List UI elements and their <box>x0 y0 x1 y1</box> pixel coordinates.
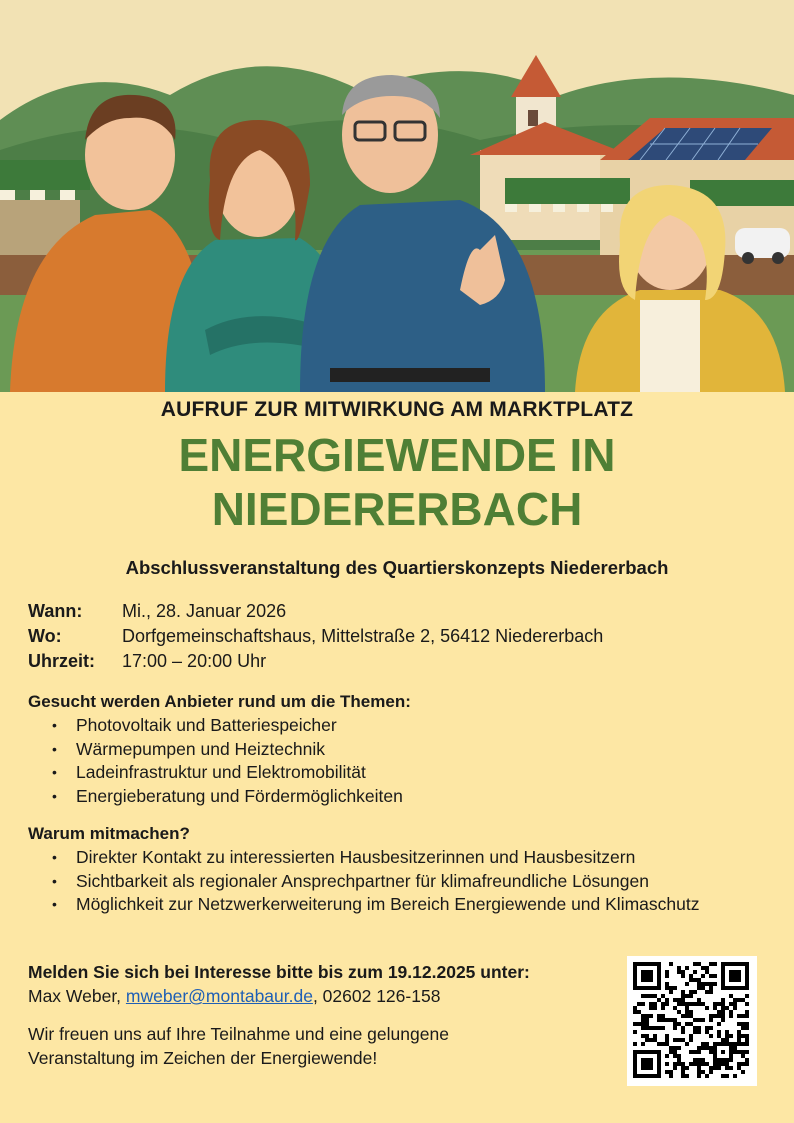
contact-heading: Melden Sie sich bei Interesse bitte bis zum 19.12.2025 unter: <box>28 962 530 982</box>
closing-line-1: Wir freuen uns auf Ihre Teilnahme und eine gelungene <box>28 1024 449 1044</box>
detail-value: 17:00 – 20:00 Uhr <box>122 651 267 671</box>
hero-illustration <box>0 0 794 392</box>
detail-label: Wo: <box>28 626 62 646</box>
list-item: • Energieberatung und Fördermöglichkeiten <box>28 785 768 809</box>
detail-where <box>28 624 603 649</box>
contact-section <box>28 960 530 1008</box>
detail-label: Wann: <box>28 601 83 621</box>
detail-time <box>28 649 603 674</box>
title-line-1: ENERGIEWENDE IN <box>178 429 616 481</box>
detail-when <box>28 599 603 624</box>
closing-text <box>28 1022 568 1070</box>
list-item: • Möglichkeit zur Netzwerkerweiterung im Bereich Energiewende und Klimaschutz <box>28 893 716 917</box>
contact-name: Max Weber, <box>28 986 126 1006</box>
page-title <box>0 428 794 536</box>
reasons-list <box>28 846 768 917</box>
list-item: • Wärmepumpen und Heiztechnik <box>28 738 768 762</box>
event-details <box>28 599 603 674</box>
contact-phone: , 02602 126-158 <box>312 986 441 1006</box>
section-heading: Gesucht werden Anbieter rund um die Themen: <box>28 692 411 711</box>
list-item: • Ladeinfrastruktur und Elektromobilität <box>28 761 768 785</box>
email-link[interactable]: mweber@montabaur.de <box>125 986 313 1006</box>
list-item: • Photovoltaik und Batteriespeicher <box>28 714 768 738</box>
list-item: • Sichtbarkeit als regionaler Ansprechpartner für klimafreundliche Lösungen <box>28 870 768 894</box>
topics-section <box>28 692 768 808</box>
detail-value: Mi., 28. Januar 2026 <box>122 601 287 621</box>
list-item: • Direkter Kontakt zu interessierten Hausbesitzerinnen und Hausbesitzern <box>28 846 768 870</box>
reasons-section <box>28 824 768 917</box>
contact-line <box>28 984 530 1008</box>
kicker-heading: AUFRUF ZUR MITWIRKUNG AM MARKTPLATZ <box>160 398 634 421</box>
title-line-2: NIEDERERBACH <box>211 483 583 535</box>
qr-code-icon[interactable] <box>627 956 757 1086</box>
subtitle: Abschlussveranstaltung des Quartierskonzepts Niedererbach <box>125 557 669 578</box>
closing-line-2: Veranstaltung im Zeichen der Energiewende! <box>28 1048 378 1068</box>
detail-label: Uhrzeit: <box>28 651 95 671</box>
topics-list <box>28 714 768 808</box>
detail-value: Dorfgemeinschaftshaus, Mittelstraße 2, 56412 Niedererbach <box>122 626 604 646</box>
section-heading: Warum mitmachen? <box>28 824 190 843</box>
